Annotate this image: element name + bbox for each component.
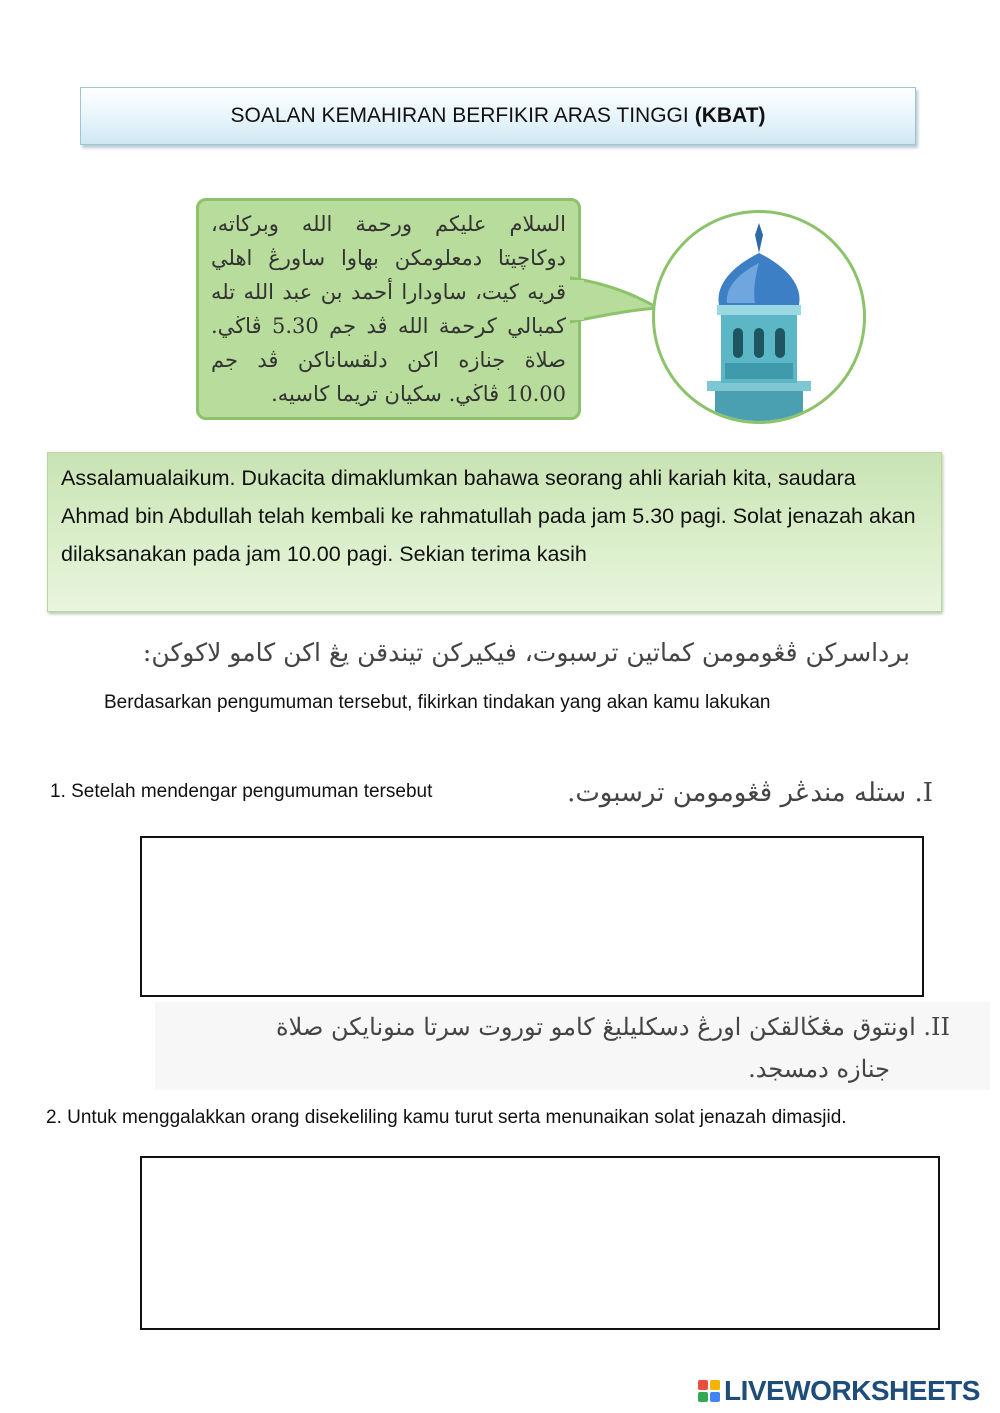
liveworksheets-logo-icon [698,1380,720,1402]
brand-name: LIVEWORKSHEETS [724,1375,980,1406]
title-bold: (KBAT) [694,104,766,127]
question-1-label: 1. Setelah mendengar pengumuman tersebut [50,781,433,802]
answer-box-1[interactable] [140,836,924,997]
rumi-announcement-box [47,452,942,612]
jawi-announcement-bubble [196,198,581,420]
question-1-jawi: I. ستله مندڠر ڤڠومومن ترسبوت. [567,778,933,808]
rumi-announcement-text: Assalamualaikum. Dukacita dimaklumkan bahawa seorang ahli kariah kita, saudara Ahmad bin Abdullah telah kembali ke rahmatullah pada jam 5.30 pagi. Solat jenazah akan dilaksanakan pada jam 10.00 pagi. Sekian terima kasih [61,466,916,566]
jawi-announcement-text: السلام عليكم ورحمة الله وبركاته، دوكاچيتا دمعلومكن بهاوا ساورڠ اهلي قريه كيت، ساودارا أحمد بن عبد الله تله كمبالي كرحمة الله ڤد جم 5.30 ڤاڬي. صلاة جنازه اكن دلقساناكن ڤد جم 10.00 ڤاڬي. سكيان تريما كاسيه. [211,212,566,406]
liveworksheets-brand [698,1375,980,1407]
question-2-jawi-line-2: جنازه دمسجد. [748,1055,890,1083]
question-2-jawi-line-1: II. اونتوق مڠڬالقكن اورڠ دسكليليڠ كامو توروت سرتا منونايكن صلاة [276,1013,950,1041]
question-2-jawi [155,1002,990,1090]
minaret-icon [655,213,863,421]
answer-box-2[interactable] [140,1156,940,1330]
page-title [80,87,916,145]
mosque-minaret-illustration [652,210,866,424]
title-main: SOALAN KEMAHIRAN BERFIKIR ARAS TINGGI [230,104,689,127]
question-2-label: 2. Untuk menggalakkan orang disekeliling kamu turut serta menunaikan solat jenazah dimasjid. [46,1107,847,1128]
instruction-text: Berdasarkan pengumuman tersebut, fikirkan tindakan yang akan kamu lakukan [104,692,771,713]
jawi-instruction: برداسركن ڤڠومومن كماتين ترسبوت، فيكيركن تيندقن يڠ اكن كامو لاكوكن: [142,638,910,667]
